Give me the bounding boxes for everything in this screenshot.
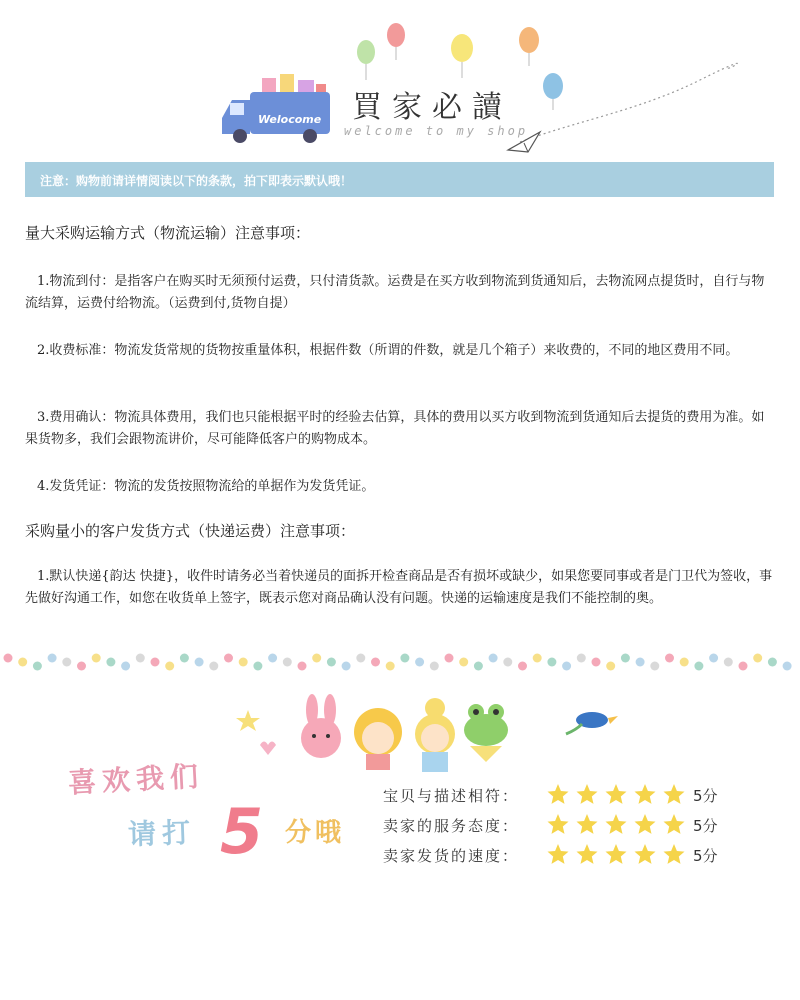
- balloon-icon: [357, 40, 375, 80]
- star-icon: [635, 844, 656, 864]
- dot: [283, 658, 292, 667]
- dot: [224, 654, 233, 663]
- dot: [445, 654, 454, 663]
- balloon-icon: [519, 27, 539, 66]
- star-rating: [546, 812, 686, 838]
- list-item: 1.默认快递{韵达 快捷}，收件时请务必当着快递员的面拆开检查商品是否有损坏或缺少，如果您要同事或者是门卫代为签收，事先做好沟通工作，如您在收货单上签字，既表示您对商品确认没有问题。快递的运输速度是我们不能控制的奥。: [25, 569, 773, 606]
- star-icon: [577, 844, 598, 864]
- bird-icon: [566, 712, 618, 734]
- star-icon: [577, 814, 598, 834]
- list-item: 3.费用确认：物流具体费用，我们也只能根据平时的经验去估算，具体的费用以买方收到物流到货通知后去提货的费用为准。如果货物多，我们会跟物流讲价，尽可能降低客户的购物成本。: [25, 410, 765, 447]
- dot: [121, 662, 130, 671]
- dot: [342, 662, 351, 671]
- dot: [606, 662, 615, 671]
- dot: [768, 658, 777, 667]
- dot: [621, 654, 630, 663]
- page-subtitle: welcome to my shop: [344, 124, 529, 138]
- dot: [77, 662, 86, 671]
- rating-row: [383, 842, 723, 868]
- dot: [312, 654, 321, 663]
- dot: [739, 662, 748, 671]
- star-icon: [606, 784, 627, 804]
- dot: [4, 654, 13, 663]
- dot: [562, 662, 571, 671]
- dot: [724, 658, 733, 667]
- star-icon: [635, 784, 656, 804]
- star-icon: [577, 784, 598, 804]
- dot: [547, 658, 556, 667]
- dot: [694, 662, 703, 671]
- rating-label: 卖家发货的速度：: [383, 847, 520, 865]
- section-heading-logistics: 量大采购运输方式（物流运输）注意事项：: [25, 224, 311, 242]
- star-decoration-icon: [236, 710, 260, 731]
- star-icon: [664, 784, 685, 804]
- dot: [709, 654, 718, 663]
- rating-label: 卖家的服务态度：: [383, 817, 520, 835]
- dot: [48, 654, 57, 663]
- heart-icon: [260, 742, 276, 756]
- frog-icon: [464, 704, 508, 762]
- star-icon: [606, 814, 627, 834]
- dot: [151, 658, 160, 667]
- dot: [474, 662, 483, 671]
- star-icon: [664, 814, 685, 834]
- slogan-line-1: 喜欢我们: [67, 759, 205, 800]
- dot: [356, 654, 365, 663]
- dot: [577, 654, 586, 663]
- list-item: 1.物流到付：是指客户在购买时无须预付运费，只付清货款。运费是在买方收到物流到货通知后，去物流网点提货时，自行与物流结算，运费付给物流。（运费到付,货物自提）: [25, 274, 765, 311]
- dot: [592, 658, 601, 667]
- dot: [650, 662, 659, 671]
- dot: [680, 658, 689, 667]
- list-item: 2.收费标准：物流发货常规的货物按重量体积，根据件数（所谓的件数，就是几个箱子）来收费的，不同的地区费用不同。: [37, 343, 739, 358]
- dot: [518, 662, 527, 671]
- dot: [239, 658, 248, 667]
- list-item: 4.发货凭证：物流的发货按照物流给的单据作为发货凭证。: [37, 479, 375, 494]
- dot: [533, 654, 542, 663]
- dot: [195, 658, 204, 667]
- slogan-line-2b: 分哦: [285, 818, 346, 848]
- star-icon: [548, 814, 569, 834]
- dot: [253, 662, 262, 671]
- slogan-big-five: 5: [220, 795, 264, 868]
- section-heading-express: 采购量小的客户发货方式（快递运费）注意事项：: [25, 522, 356, 540]
- truck-label: Welocome: [258, 113, 322, 126]
- dot: [415, 658, 424, 667]
- balloon-icon: [387, 23, 405, 60]
- dot: [327, 658, 336, 667]
- cartoon-characters: [230, 690, 630, 780]
- dotted-divider: [0, 648, 800, 676]
- rating-score: 5分: [693, 847, 718, 865]
- dot: [209, 662, 218, 671]
- dot: [753, 654, 762, 663]
- page-title: 買家必讀: [352, 90, 512, 125]
- star-rating: [546, 782, 686, 808]
- balloon-icon: [543, 73, 563, 110]
- dot: [268, 654, 277, 663]
- dot: [783, 662, 792, 671]
- balloon-icon: [451, 34, 473, 78]
- rating-label: 宝贝与描述相符：: [383, 787, 520, 805]
- star-rating: [546, 842, 686, 868]
- dot: [180, 654, 189, 663]
- girl-icon: [415, 698, 455, 772]
- star-icon: [635, 814, 656, 834]
- dot: [386, 662, 395, 671]
- dot: [636, 658, 645, 667]
- kid-icon: [354, 708, 402, 770]
- truck-icon: [222, 74, 330, 143]
- dot: [503, 658, 512, 667]
- dot: [298, 662, 307, 671]
- dot: [92, 654, 101, 663]
- rating-row: [383, 812, 723, 838]
- bunny-icon: [301, 694, 341, 758]
- header-banner: [0, 0, 800, 160]
- dot: [430, 662, 439, 671]
- dot: [165, 662, 174, 671]
- notice-text: 注意：购物前请详情阅读以下的条款，拍下即表示默认哦！: [40, 174, 353, 188]
- star-icon: [606, 844, 627, 864]
- dot: [106, 658, 115, 667]
- dot: [489, 654, 498, 663]
- notice-bar: [25, 162, 774, 197]
- dot: [33, 662, 42, 671]
- dot: [136, 654, 145, 663]
- star-icon: [664, 844, 685, 864]
- dot: [371, 658, 380, 667]
- dot: [400, 654, 409, 663]
- star-icon: [548, 844, 569, 864]
- dot: [18, 658, 27, 667]
- rating-score: 5分: [693, 787, 718, 805]
- dot: [62, 658, 71, 667]
- rating-row: [383, 782, 723, 808]
- dot: [665, 654, 674, 663]
- dot: [459, 658, 468, 667]
- slogan-line-2a: 请打: [127, 815, 197, 852]
- star-icon: [548, 784, 569, 804]
- rating-score: 5分: [693, 817, 718, 835]
